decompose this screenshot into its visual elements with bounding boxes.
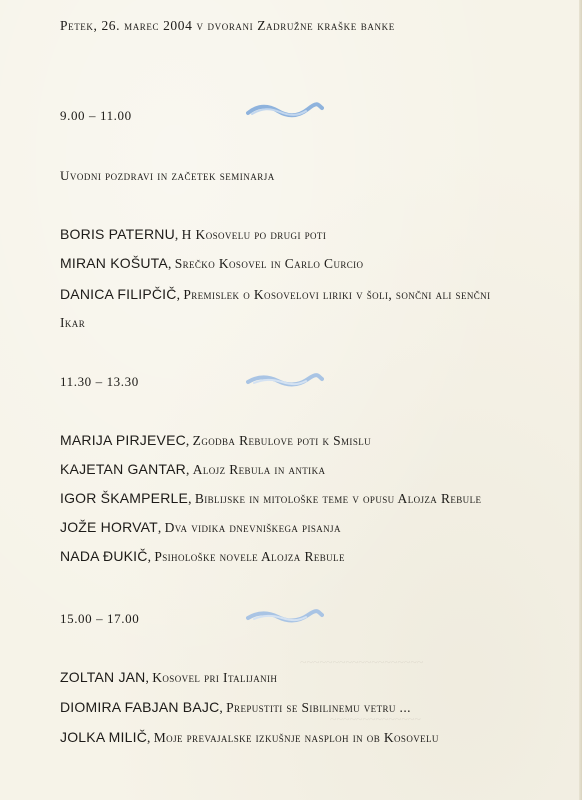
- talk-title: Prepustiti se Sibilinemu vetru ...: [226, 700, 411, 715]
- show-through-text: ~~~~~~~~~~~~~~: [330, 712, 421, 726]
- talk-title: Alojz Rebula in antika: [192, 462, 326, 477]
- speaker-name: MARIJA PIRJEVEC: [60, 432, 186, 448]
- talk-row: IGOR ŠKAMPERLE, Biblijske in mitološke teme v opusu Alojza Rebule: [60, 490, 482, 506]
- speaker-name: DANICA FILIPČIČ: [60, 286, 177, 302]
- talk-row: MIRAN KOŠUTA, Srečko Kosovel in Carlo Curcio: [60, 255, 364, 271]
- talk-title: Psihološke novele Alojza Rebule: [154, 549, 345, 564]
- session-intro: Uvodni pozdravi in začetek seminarja: [60, 168, 275, 183]
- session-time: 11.30 – 13.30: [60, 374, 139, 389]
- speaker-name: IGOR ŠKAMPERLE: [60, 490, 189, 506]
- speaker-name: JOLKA MILIČ: [60, 729, 148, 745]
- talk-title: H Kosovelu po drugi poti: [181, 227, 327, 242]
- talk-row: MARIJA PIRJEVEC, Zgodba Rebulove poti k Smislu: [60, 432, 372, 448]
- speaker-name: BORIS PATERNU: [60, 226, 175, 242]
- talk-title: Srečko Kosovel in Carlo Curcio: [174, 256, 364, 271]
- talk-title: Premislek o Kosovelovi liriki v šoli, sončni ali senčni: [183, 287, 491, 302]
- show-through-text: ~~~~~~~~~~~~~~~~~~~: [300, 655, 424, 669]
- talk-row: JOŽE HORVAT, Dva vidika dnevniškega pisanja: [60, 519, 341, 535]
- wave-ornament-icon: [246, 100, 324, 120]
- talk-title: Dva vidika dnevniškega pisanja: [164, 520, 341, 535]
- program-heading: Petek, 26. marec 2004 v dvorani Zadružne kraške banke: [60, 18, 395, 33]
- session-time: 9.00 – 11.00: [60, 108, 132, 123]
- speaker-name: DIOMIRA FABJAN BAJC: [60, 699, 220, 715]
- talk-row: KAJETAN GANTAR, Alojz Rebula in antika: [60, 461, 326, 477]
- talk-row: DANICA FILIPČIČ, Premislek o Kosovelovi liriki v šoli, sončni ali senčni: [60, 286, 491, 302]
- talk-row: NADA ĐUKIČ, Psihološke novele Alojza Rebule: [60, 548, 345, 564]
- talk-row-continued: [60, 315, 85, 331]
- talk-row: ZOLTAN JAN, Kosovel pri Italijanih: [60, 669, 278, 685]
- talk-title: Moje prevajalske izkušnje nasploh in ob Kosovelu: [153, 730, 439, 745]
- talk-row: DIOMIRA FABJAN BAJC, Prepustiti se Sibilinemu vetru ...: [60, 699, 411, 715]
- talk-title: Zgodba Rebulove poti k Smislu: [192, 433, 372, 448]
- wave-ornament-icon: [246, 370, 324, 390]
- speaker-name: NADA ĐUKIČ: [60, 548, 148, 564]
- speaker-name: MIRAN KOŠUTA: [60, 255, 168, 271]
- session-time: 15.00 – 17.00: [60, 611, 140, 626]
- wave-ornament-icon: [246, 606, 324, 626]
- talk-row: JOLKA MILIČ, Moje prevajalske izkušnje nasploh in ob Kosovelu: [60, 729, 439, 745]
- speaker-name: KAJETAN GANTAR: [60, 461, 186, 477]
- talk-title-continued: Ikar: [60, 315, 86, 330]
- talk-title: Kosovel pri Italijanih: [152, 670, 278, 685]
- speaker-name: ZOLTAN JAN: [60, 669, 146, 685]
- speaker-name: JOŽE HORVAT: [60, 519, 158, 535]
- talk-title: Biblijske in mitološke teme v opusu Alojza Rebule: [194, 491, 482, 506]
- talk-row: BORIS PATERNU, H Kosovelu po drugi poti: [60, 226, 327, 242]
